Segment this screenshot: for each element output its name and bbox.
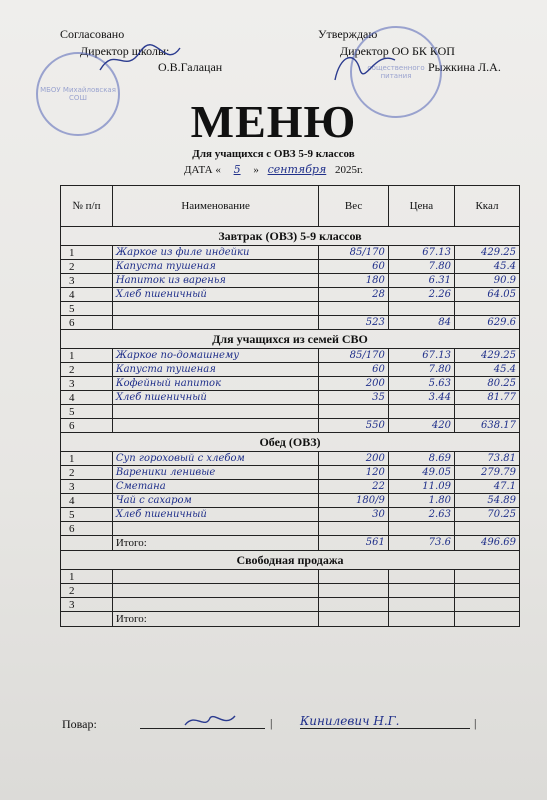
dish-kcal: 70.25: [454, 508, 519, 522]
dish-weight: [319, 570, 388, 584]
dish-price: [388, 584, 454, 598]
page-title: МЕНЮ: [190, 96, 357, 147]
dish-kcal: [454, 584, 519, 598]
table-row: [61, 391, 520, 405]
dish-name: Капуста тушеная: [112, 260, 319, 274]
col-header-name: Наименование: [112, 186, 319, 227]
dish-price: 2.63: [388, 508, 454, 522]
dish-price: 6.31: [388, 274, 454, 288]
cook-label: Повар:: [62, 717, 97, 731]
table-row: [61, 349, 520, 363]
dish-kcal: 638.17: [454, 419, 519, 433]
row-number: 6: [61, 419, 113, 433]
dish-name: [112, 419, 319, 433]
dish-weight: 22: [319, 480, 388, 494]
dish-name: [112, 405, 319, 419]
dish-name: Хлеб пшеничный: [112, 288, 319, 302]
row-number: 6: [61, 522, 113, 536]
dish-name: Капуста тушеная: [112, 363, 319, 377]
total-row: [61, 612, 520, 627]
dish-price: [388, 570, 454, 584]
cook-divider-left: |: [270, 716, 273, 730]
dish-name: Жаркое из филе индейки: [112, 246, 319, 260]
table-row: [61, 377, 520, 391]
dish-name: Кофейный напиток: [112, 377, 319, 391]
dish-kcal: [454, 405, 519, 419]
total-spacer: [61, 612, 113, 627]
dish-name: [112, 584, 319, 598]
row-number: 5: [61, 302, 113, 316]
total-kcal: [454, 612, 519, 627]
section-title: Для учащихся из семей СВО: [61, 330, 520, 349]
total-label: Итого:: [112, 536, 319, 551]
dish-kcal: [454, 302, 519, 316]
dish-kcal: 279.79: [454, 466, 519, 480]
dish-weight: 60: [319, 260, 388, 274]
dish-price: 67.13: [388, 349, 454, 363]
row-number: 1: [61, 349, 113, 363]
dish-kcal: [454, 570, 519, 584]
dish-weight: [319, 302, 388, 316]
table-row: [61, 363, 520, 377]
section-title: Обед (ОВЗ): [61, 433, 520, 452]
total-price: 73.6: [388, 536, 454, 551]
dish-price: 3.44: [388, 391, 454, 405]
director-signature: [95, 40, 185, 80]
page-subtitle: Для учащихся с ОВЗ 5-9 классов: [192, 148, 355, 160]
right-post: Директор ОО БК КОП: [340, 44, 455, 58]
table-row: [61, 419, 520, 433]
table-row: [61, 302, 520, 316]
row-number: 6: [61, 316, 113, 330]
dish-price: 67.13: [388, 246, 454, 260]
dish-price: 5.63: [388, 377, 454, 391]
row-number: 1: [61, 452, 113, 466]
table-row: [61, 260, 520, 274]
dish-price: [388, 302, 454, 316]
dish-kcal: 73.81: [454, 452, 519, 466]
table-row: [61, 598, 520, 612]
agreed-label: Согласовано: [60, 27, 125, 41]
dish-price: 7.80: [388, 363, 454, 377]
table-row: [61, 288, 520, 302]
col-header-price: Цена: [388, 186, 454, 227]
dish-weight: 200: [319, 377, 388, 391]
date-day: 5: [233, 163, 241, 176]
total-label: Итого:: [112, 612, 319, 627]
cook-signature: [180, 710, 240, 732]
dish-name: [112, 598, 319, 612]
row-number: 3: [61, 274, 113, 288]
dish-kcal: 90.9: [454, 274, 519, 288]
section-header: [61, 330, 520, 349]
dish-price: 1.80: [388, 494, 454, 508]
dish-kcal: 429.25: [454, 246, 519, 260]
dish-kcal: 629.6: [454, 316, 519, 330]
dish-kcal: 45.4: [454, 363, 519, 377]
table-row: [61, 316, 520, 330]
dish-price: [388, 598, 454, 612]
table-row: [61, 480, 520, 494]
dish-price: [388, 405, 454, 419]
dish-weight: 30: [319, 508, 388, 522]
dish-weight: 60: [319, 363, 388, 377]
row-number: 3: [61, 377, 113, 391]
date-month: сентября: [267, 163, 327, 176]
row-number: 3: [61, 480, 113, 494]
dish-kcal: 429.25: [454, 349, 519, 363]
left-post: Директор школы:: [80, 44, 170, 58]
dish-kcal: 45.4: [454, 260, 519, 274]
dish-weight: 85/170: [319, 349, 388, 363]
row-number: 1: [61, 246, 113, 260]
approve-label: Утверждаю: [318, 27, 378, 41]
dish-name: [112, 302, 319, 316]
cook-divider-right: |: [474, 716, 477, 730]
cook-name: Кинилевич Н.Г.: [300, 714, 470, 729]
row-number: 2: [61, 584, 113, 598]
table-row: [61, 452, 520, 466]
total-price: [388, 612, 454, 627]
dish-name: Жаркое по-домашнему: [112, 349, 319, 363]
dish-name: Суп гороховый с хлебом: [112, 452, 319, 466]
dish-weight: [319, 598, 388, 612]
row-number: 2: [61, 363, 113, 377]
table-row: [61, 522, 520, 536]
col-header-number: № п/п: [61, 186, 113, 227]
col-header-kcal: Ккал: [454, 186, 519, 227]
dish-kcal: 80.25: [454, 377, 519, 391]
row-number: 3: [61, 598, 113, 612]
dish-kcal: [454, 598, 519, 612]
dish-kcal: 54.89: [454, 494, 519, 508]
table-row: [61, 508, 520, 522]
table-row: [61, 405, 520, 419]
dish-price: 2.26: [388, 288, 454, 302]
dish-price: [388, 522, 454, 536]
dish-weight: 180/9: [319, 494, 388, 508]
dish-price: 420: [388, 419, 454, 433]
dish-price: 7.80: [388, 260, 454, 274]
table-body: [61, 227, 520, 627]
row-number: 4: [61, 288, 113, 302]
row-number: 2: [61, 466, 113, 480]
right-name: Рыжкина Л.А.: [428, 60, 501, 74]
row-number: 1: [61, 570, 113, 584]
dish-name: Вареники ленивые: [112, 466, 319, 480]
total-row: [61, 536, 520, 551]
dish-name: [112, 522, 319, 536]
section-title: Завтрак (ОВЗ) 5-9 классов: [61, 227, 520, 246]
section-title: Свободная продажа: [61, 551, 520, 570]
dish-weight: 200: [319, 452, 388, 466]
dish-price: 84: [388, 316, 454, 330]
table-row: [61, 584, 520, 598]
dish-weight: 85/170: [319, 246, 388, 260]
dish-name: Чай с сахаром: [112, 494, 319, 508]
dish-name: Хлеб пшеничный: [112, 508, 319, 522]
dish-price: 11.09: [388, 480, 454, 494]
dish-name: [112, 570, 319, 584]
total-weight: [319, 612, 388, 627]
left-name: О.В.Галацан: [158, 60, 223, 74]
dish-weight: 35: [319, 391, 388, 405]
dish-weight: 180: [319, 274, 388, 288]
row-number: 4: [61, 391, 113, 405]
dish-kcal: 47.1: [454, 480, 519, 494]
canteen-stamp: общественного питания: [350, 26, 442, 118]
table-row: [61, 494, 520, 508]
dish-name: [112, 316, 319, 330]
table-row: [61, 246, 520, 260]
table-row: [61, 570, 520, 584]
total-kcal: 496.69: [454, 536, 519, 551]
total-weight: 561: [319, 536, 388, 551]
section-header: [61, 227, 520, 246]
dish-price: 8.69: [388, 452, 454, 466]
dish-name: Напиток из варенья: [112, 274, 319, 288]
row-number: 5: [61, 508, 113, 522]
section-header: [61, 551, 520, 570]
row-number: 5: [61, 405, 113, 419]
dish-weight: [319, 405, 388, 419]
section-header: [61, 433, 520, 452]
dish-weight: 28: [319, 288, 388, 302]
row-number: 2: [61, 260, 113, 274]
dish-name: Хлеб пшеничный: [112, 391, 319, 405]
col-header-weight: Вес: [319, 186, 388, 227]
dish-name: Сметана: [112, 480, 319, 494]
dish-kcal: 81.77: [454, 391, 519, 405]
dish-price: 49.05: [388, 466, 454, 480]
dish-weight: [319, 522, 388, 536]
dish-weight: 523: [319, 316, 388, 330]
table-header-row: [61, 186, 520, 227]
total-spacer: [61, 536, 113, 551]
dish-weight: [319, 584, 388, 598]
dish-kcal: 64.05: [454, 288, 519, 302]
approver-signature: [330, 45, 400, 85]
dish-kcal: [454, 522, 519, 536]
table-row: [61, 274, 520, 288]
table-row: [61, 466, 520, 480]
row-number: 4: [61, 494, 113, 508]
school-stamp: МБОУ Михайловская СОШ: [36, 52, 120, 136]
dish-weight: 550: [319, 419, 388, 433]
dish-weight: 120: [319, 466, 388, 480]
menu-table: [60, 185, 520, 627]
date-line: ДАТА « 5 » сентября 2025г.: [183, 163, 364, 176]
